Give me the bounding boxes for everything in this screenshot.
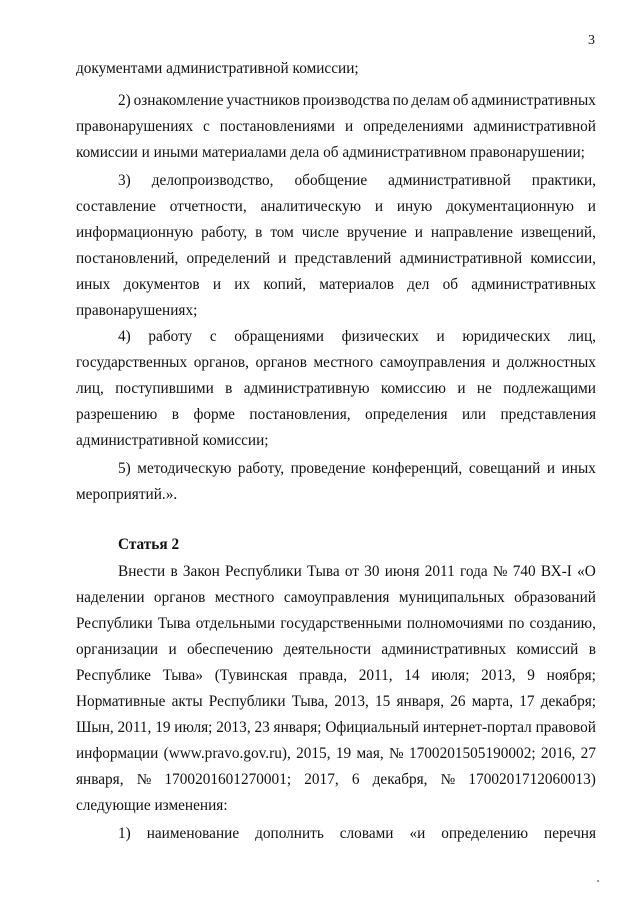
text-line: 1) наименование дополнить словами «и определению перечня	[118, 825, 596, 842]
text-line: разрешению в форме постановления, определения или представления	[76, 406, 596, 423]
text-line: организации и обеспечению деятельности административных комиссий в	[76, 641, 596, 658]
text-line: 4) работу с обращениями физических и юридических лиц,	[118, 328, 596, 345]
text-line: информации (www.pravo.gov.ru), 2015, 19 мая, № 1700201505190002; 2016, 27	[76, 745, 596, 762]
text-line: иных документов и их копий, материалов дел об административных	[76, 276, 596, 293]
text-line: Республики Тыва отдельными государственными полномочиями по созданию,	[76, 615, 596, 632]
text-line: составление отчетности, аналитическую и иную документационную и	[76, 198, 596, 215]
text-line: комиссии и иными материалами дела об административном правонарушении;	[76, 144, 585, 161]
page-number: 3	[588, 33, 595, 48]
text-line: наделении органов местного самоуправления муниципальных образований	[76, 589, 596, 606]
text-line: Нормативные акты Республики Тыва, 2013, 15 января, 26 марта, 17 декабря;	[76, 693, 596, 710]
text-line: мероприятий.».	[76, 486, 178, 503]
text-line: 2) ознакомление участников производства по делам об административных	[118, 92, 596, 109]
text-line: административной комиссии;	[76, 432, 269, 449]
text-line: 3) делопроизводство, обобщение административной практики,	[118, 172, 596, 189]
article-heading: Статья 2	[118, 536, 180, 553]
text-line: 5) методическую работу, проведение конференций, совещаний и иных	[118, 460, 596, 477]
text-line: информационную работу, в том числе вручение и направление извещений,	[76, 224, 596, 241]
text-line: лиц, поступившими в административную комиссию и не подлежащими	[76, 380, 596, 397]
text-line: Республике Тыва» (Тувинская правда, 2011, 14 июля; 2013, 9 ноября;	[76, 667, 596, 684]
text-line: правонарушениях;	[76, 302, 198, 319]
text-line: государственных органов, органов местного самоуправления и должностных	[76, 354, 596, 371]
text-line: Внести в Закон Республики Тыва от 30 июня 2011 года № 740 ВХ-I «О	[118, 563, 596, 580]
scan-speck	[597, 880, 599, 882]
text-line: Шын, 2011, 19 июля; 2013, 23 января; Официальный интернет-портал правовой	[76, 719, 596, 736]
text-line: документами административной комиссии;	[76, 60, 359, 77]
text-line: января, № 1700201601270001; 2017, 6 декабря, № 1700201712060013)	[76, 771, 596, 788]
text-line: постановлений, определений и представлений административной комиссии,	[76, 250, 596, 267]
text-line: правонарушениях с постановлениями и определениями административной	[76, 118, 596, 135]
text-line: следующие изменения:	[76, 797, 228, 814]
